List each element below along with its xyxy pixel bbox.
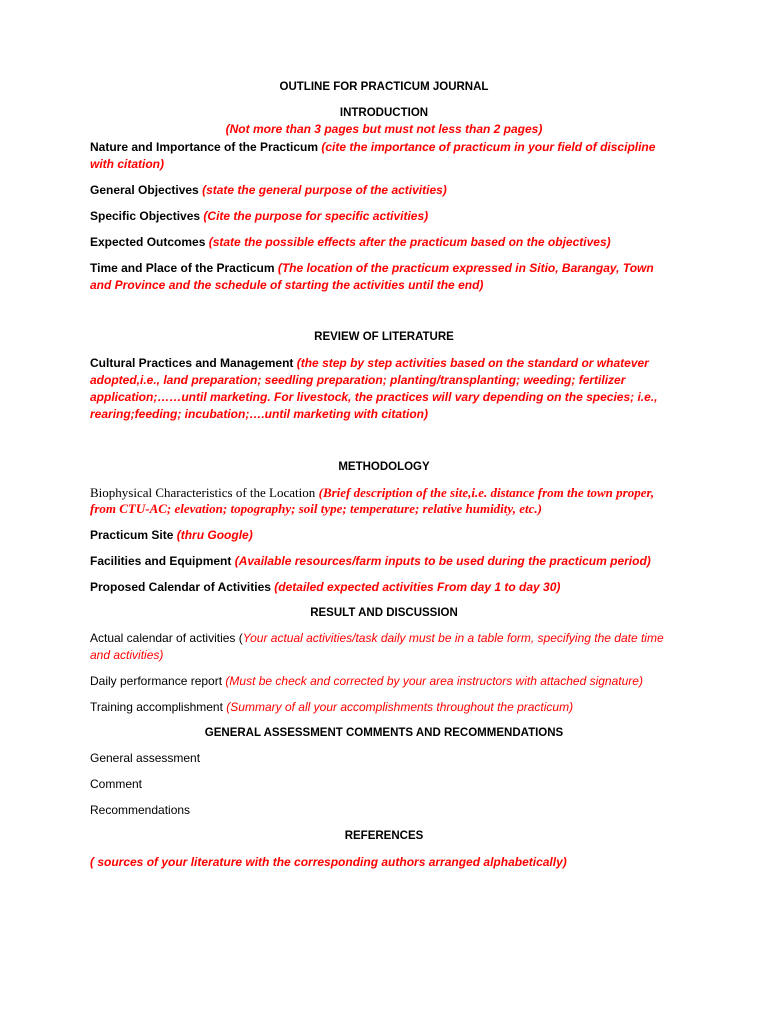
item-training-accomplishment bbox=[90, 699, 678, 716]
item-note: (state the general purpose of the activities) bbox=[202, 183, 447, 197]
item-note: (The location of the practicum expressed in Sitio, Barangay, Town and Province and the schedule of starting the activities until the end) bbox=[90, 261, 654, 292]
item-note: (Brief description of the site,i.e. distance from the town proper, from CTU-AC; elevation; topography; soil type; temperature; relative humidity, etc.) bbox=[90, 485, 655, 516]
item-label: Nature and Importance of the Practicum bbox=[90, 140, 319, 154]
item-label: Time and Place of the Practicum bbox=[90, 261, 275, 275]
section-heading-results: RESULT AND DISCUSSION bbox=[310, 607, 458, 619]
item-label: Recommendations bbox=[90, 803, 191, 817]
item-general-objectives bbox=[90, 182, 678, 199]
item-recommendations bbox=[90, 802, 678, 819]
item-facilities bbox=[90, 553, 678, 570]
item-label: Proposed Calendar of Activities bbox=[90, 580, 271, 594]
item-label: Facilities and Equipment bbox=[90, 554, 232, 568]
item-cultural-practices bbox=[90, 355, 678, 423]
item-actual-calendar bbox=[90, 630, 678, 664]
item-note: (the step by step activities based on the standard or whatever adopted,i.e., land preparation; seedling preparation; planting/transplanting; weeding; fertilizer application;……until marketing. For livestock, the practices will vary depending on the species; i.e., rearing;feeding; incubation;….until marketing with citation) bbox=[90, 356, 658, 421]
item-label: Training accomplishment bbox=[90, 700, 223, 714]
item-label: Expected Outcomes bbox=[90, 235, 206, 249]
item-note: (cite the importance of practicum in your field of discipline with citation) bbox=[90, 140, 656, 171]
item-references-note bbox=[90, 854, 678, 871]
item-note: (Summary of all your accomplishments throughout the practicum) bbox=[226, 700, 574, 714]
item-practicum-site bbox=[90, 527, 678, 544]
item-proposed-calendar bbox=[90, 579, 678, 596]
item-note: Your actual activities/task daily must be in a table form, specifying the date time and activities) bbox=[90, 631, 664, 662]
document-title: OUTLINE FOR PRACTICUM JOURNAL bbox=[279, 81, 489, 93]
item-comment bbox=[90, 776, 678, 793]
section-heading-references: REFERENCES bbox=[344, 830, 424, 842]
section-heading-review: REVIEW OF LITERATURE bbox=[314, 331, 454, 343]
item-biophysical bbox=[90, 485, 678, 517]
item-note: (thru Google) bbox=[176, 528, 253, 542]
introduction-page-note: (Not more than 3 pages but must not less than 2 pages) bbox=[225, 122, 543, 136]
item-note: ( sources of your literature with the corresponding authors arranged alphabetically) bbox=[90, 855, 567, 869]
item-label: Daily performance report bbox=[90, 674, 223, 688]
item-note: (Must be check and corrected by your area instructors with attached signature) bbox=[225, 674, 643, 688]
item-time-place bbox=[90, 260, 678, 294]
item-nature-importance bbox=[90, 139, 678, 173]
section-heading-introduction: INTRODUCTION bbox=[339, 107, 429, 119]
item-note: (Available resources/farm inputs to be used during the practicum period) bbox=[234, 554, 651, 568]
item-label: General assessment bbox=[90, 751, 201, 765]
item-expected-outcomes bbox=[90, 234, 678, 251]
section-heading-methodology: METHODOLOGY bbox=[338, 461, 430, 473]
section-heading-assessment: GENERAL ASSESSMENT COMMENTS AND RECOMMENDATIONS bbox=[204, 727, 564, 739]
item-note: (detailed expected activities From day 1 to day 30) bbox=[274, 580, 561, 594]
item-label: Specific Objectives bbox=[90, 209, 201, 223]
item-label: Biophysical Characteristics of the Location bbox=[90, 485, 316, 500]
item-specific-objectives bbox=[90, 208, 678, 225]
item-note: (Cite the purpose for specific activities) bbox=[203, 209, 429, 223]
item-general-assessment bbox=[90, 750, 678, 767]
item-label: Practicum Site bbox=[90, 528, 174, 542]
item-label: Cultural Practices and Management bbox=[90, 356, 294, 370]
item-label: General Objectives bbox=[90, 183, 199, 197]
item-daily-report bbox=[90, 673, 678, 690]
item-label: Comment bbox=[90, 777, 143, 791]
item-label: Actual calendar of activities ( bbox=[90, 631, 243, 645]
item-note: (state the possible effects after the practicum based on the objectives) bbox=[208, 235, 611, 249]
